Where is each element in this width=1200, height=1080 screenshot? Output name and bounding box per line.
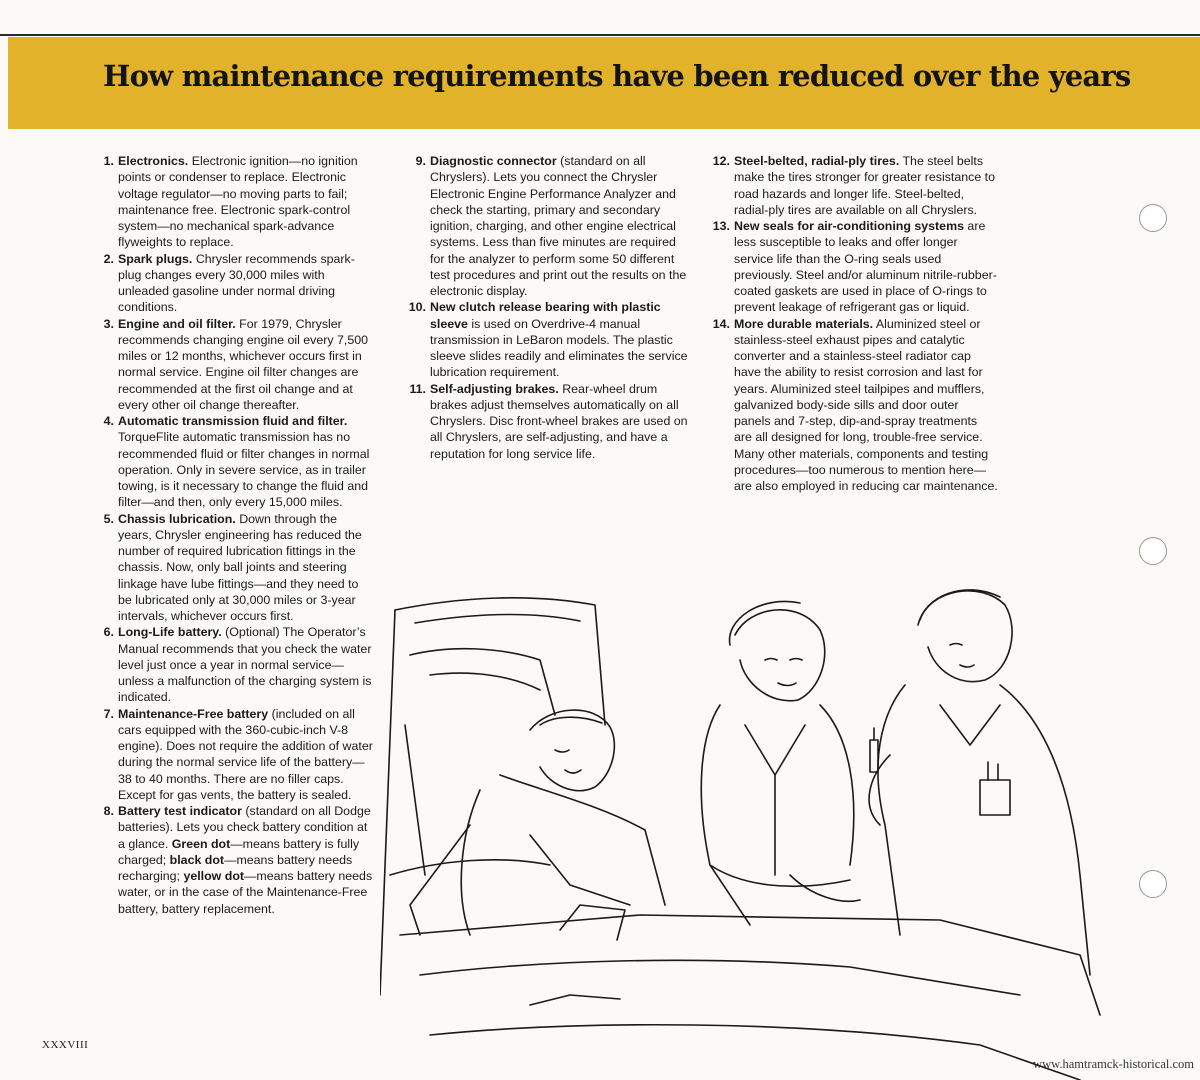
black-dot-label: black dot (169, 852, 225, 867)
item-text: —means battery needs water, or in the case of the Maintenance-Free battery, battery replacement. (118, 869, 373, 916)
item-heading: Spark plugs. (118, 251, 193, 266)
item-number: 8. (103, 804, 114, 818)
item-number: 3. (103, 316, 114, 331)
list-item (96, 153, 374, 251)
item-text: —means battery needs recharging; (118, 852, 353, 883)
list-item (708, 218, 998, 316)
item-body (118, 624, 374, 705)
item-number: 9. (415, 154, 426, 168)
item-number: 10. (408, 300, 426, 315)
yellow-dot-label: yellow dot (183, 869, 245, 883)
list-item (404, 153, 690, 299)
list-item (708, 316, 998, 495)
item-text: TorqueFlite automatic transmission has no recommended fluid or filter changes in normal operation. Only in severe service, as in trailer towing, is it necessary to change the fluid and filter—and then, only every 15,000 miles. (118, 430, 370, 510)
item-text: Electronic ignition—no ignition points or condenser to replace. Electronic voltage regulator—no moving parts to fail; maintenance free. Electronic spark-control system—no mechanical spark-advance flyweights to replace. (118, 154, 358, 250)
column-3 (708, 153, 998, 494)
column-1 (96, 153, 374, 917)
item-text: (included on all cars equipped with the 360-cubic-inch V-8 engine). Does not require the addition of water during the normal service life of the battery—38 to 40 months. There are no filler caps. Except for gas vents, the battery is sealed. (118, 706, 373, 802)
item-body (430, 153, 690, 299)
list-item (96, 316, 374, 414)
list-item (404, 299, 690, 380)
item-number: 12. (712, 154, 730, 168)
top-rule (0, 34, 1200, 36)
item-text: For 1979, Chrysler recommends changing engine oil every 7,500 miles or 12 months, whichever occurs first in normal service. Engine oil filter changes are recommended at the first oil change and at every other oil change thereafter. (118, 316, 369, 412)
item-number: 6. (103, 625, 114, 640)
item-text: (Optional) The Operator’s Manual recommends that you check the water level just once a year in normal service—unless a malfunction of the charging system is indicated. (118, 625, 372, 705)
item-text: (standard on all Chryslers). Lets you connect the Chrysler Electronic Engine Performance Analyzer and check the starting, primary and secondary ignition, charging, and other engine electrical systems. Less than five minutes are required for the analyzer to perform some 50 different test procedures and print out the results on the electronic display. (430, 154, 687, 298)
list-item (96, 706, 374, 804)
item-heading: Engine and oil filter. (118, 316, 236, 331)
mechanics-illustration (380, 575, 1200, 1080)
page-number: XXXVIII (42, 1039, 89, 1051)
item-body (118, 706, 374, 804)
item-heading: More durable materials. (734, 316, 874, 331)
item-text: The steel belts make the tires stronger for greater resistance to road hazards and longer life. Steel-belted, radial-ply tires are available on all Chryslers. (734, 154, 996, 217)
item-number: 4. (103, 414, 114, 428)
item-body (118, 251, 374, 316)
item-heading: Chassis lubrication. (118, 511, 236, 526)
page-title: How maintenance requirements have been reduced over the years (103, 59, 1131, 93)
list-item (96, 624, 374, 705)
item-heading: New seals for air-conditioning systems (734, 219, 964, 233)
item-body (430, 381, 690, 462)
item-number: 7. (103, 706, 114, 721)
list-item (96, 413, 374, 511)
item-body (734, 316, 998, 495)
item-number: 13. (712, 219, 730, 233)
item-number: 2. (103, 251, 114, 266)
punch-hole (1139, 537, 1167, 565)
item-number: 1. (103, 154, 114, 168)
list-item (96, 803, 374, 917)
item-body (734, 218, 998, 316)
item-heading: Automatic transmission fluid and filter. (118, 414, 348, 428)
item-heading: Electronics. (118, 154, 189, 168)
punch-hole (1139, 204, 1167, 232)
list-item (96, 251, 374, 316)
item-body (118, 413, 374, 511)
item-heading: Steel-belted, radial-ply tires. (734, 154, 900, 168)
item-text: are less susceptible to leaks and offer longer service life than the O-ring seals used previously. Steel and/or aluminum nitrile-rubber-coated gaskets are used in place of O-rings to prevent leakage of refrigerant gas or liquid. (734, 219, 997, 315)
item-heading: Long-Life battery. (118, 625, 222, 640)
item-heading: Maintenance-Free battery (118, 706, 269, 721)
list-item (96, 511, 374, 625)
item-body (118, 153, 374, 251)
list-item (708, 153, 998, 218)
item-number: 14. (712, 316, 730, 331)
watermark: www.hamtramck-historical.com (1033, 1057, 1194, 1071)
title-banner (8, 37, 1200, 129)
item-text: Aluminized steel or stainless-steel exhaust pipes and catalytic converter and a stainless-steel radiator cap have the ability to resist corrosion and last for years. Aluminized steel tailpipes and mufflers, galvanized body-side sills and door outer panels and 7-step, dip-and-spray treatments are all designed for long, trouble-free service. Many other materials, components and testing procedures—too numerous to mention here—are also employed in reducing car maintenance. (734, 316, 998, 493)
item-body (734, 153, 998, 218)
list-item (404, 381, 690, 462)
item-text: Down through the years, Chrysler engineering has reduced the number of required lubrication fittings in the chassis. Now, only ball joints and steering linkage have lube fittings—and they need to be lubricated only at 30,000 miles or 3-year intervals, whichever occurs first. (118, 511, 362, 623)
item-body (118, 511, 374, 625)
item-text: (standard on all Dodge batteries). Lets you check battery condition at a glance. (118, 804, 371, 851)
item-text: —means battery is fully charged; (118, 836, 360, 867)
item-number: 11. (409, 381, 426, 396)
item-heading: New clutch release bearing with plastic sleeve (430, 300, 661, 331)
item-text: Rear-wheel drum brakes adjust themselves automatically on all Chryslers. Disc front-wheel brakes are used on all Chryslers, are self-adjusting, and have a reputation for long service life. (430, 381, 688, 461)
item-text: Chrysler recommends spark-plug changes every 30,000 miles with unleaded gasoline under normal driving conditions. (118, 251, 355, 315)
item-body (430, 299, 690, 380)
green-dot-label: Green dot (171, 836, 231, 851)
item-heading: Diagnostic connector (430, 154, 557, 168)
item-heading: Battery test indicator (118, 804, 242, 818)
item-number: 5. (103, 511, 114, 526)
column-2 (404, 153, 690, 462)
item-heading: Self-adjusting brakes. (430, 381, 559, 396)
item-text: is used on Overdrive-4 manual transmission in LeBaron models. The plastic sleeve slides readily and eliminates the service lubrication requirement. (430, 316, 688, 380)
item-body (118, 316, 374, 414)
item-body (118, 803, 374, 917)
